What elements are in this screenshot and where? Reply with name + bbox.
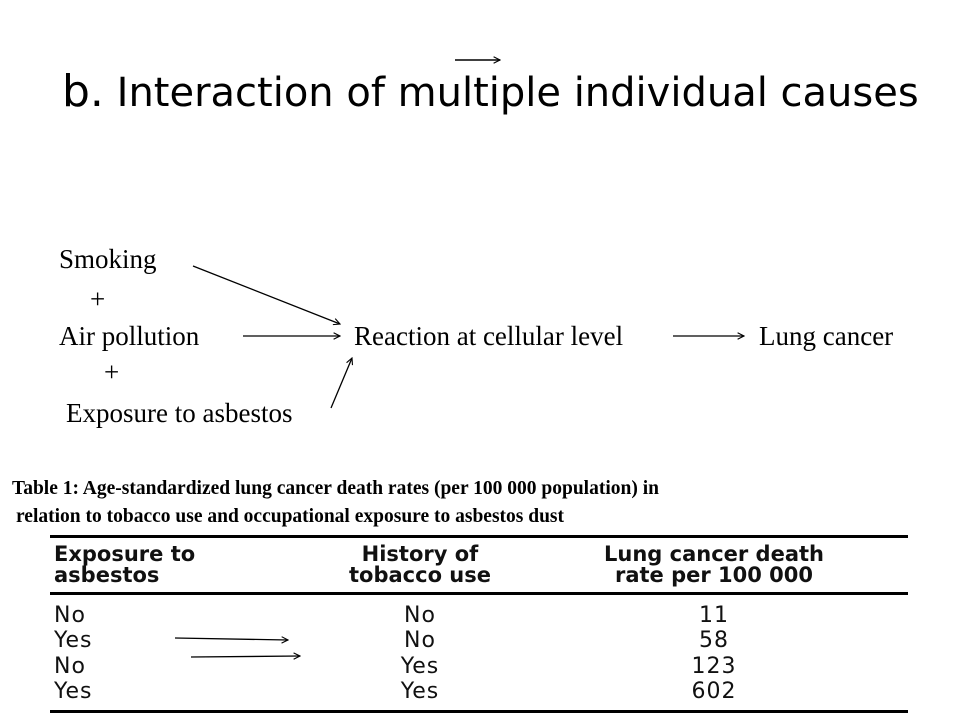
table-caption-line2: relation to tobacco use and occupational exposure to asbestos dust (16, 506, 565, 527)
header-tobacco-history (320, 537, 520, 594)
factor-smoking: Smoking (59, 244, 157, 274)
cell-tobacco: Yes (320, 679, 520, 712)
arrow-smoking-to-reaction (193, 266, 340, 324)
cell-rate: 123 (691, 653, 737, 679)
plus-sign: + (90, 284, 106, 314)
outcome-node: Lung cancer (759, 321, 894, 351)
plus-sign: + (104, 357, 120, 387)
cell-asbestos: Yes (54, 628, 93, 654)
cell-tobacco: Yes (400, 653, 440, 679)
factor-air-pollution: Air pollution (59, 321, 200, 351)
cell-rate: 11 (699, 603, 729, 629)
header-line: History of (361, 542, 479, 566)
reaction-node: Reaction at cellular level (354, 321, 624, 351)
header-line: Lung cancer death (604, 542, 824, 566)
cell-tobacco: No (404, 603, 436, 629)
header-line: rate per 100 000 (614, 563, 814, 587)
cell-rate: 602 (520, 679, 908, 712)
factor-asbestos: Exposure to asbestos (66, 398, 293, 428)
header-death-rate (520, 537, 908, 594)
arrow-asbestos-to-reaction (331, 358, 352, 408)
cell-tobacco: No (404, 628, 436, 654)
cell-asbestos: No (54, 603, 86, 629)
header-exposure-asbestos (50, 537, 320, 594)
table-row (50, 628, 908, 653)
table-caption-line1: Table 1: Age-standardized lung cancer death rates (per 100 000 population) in (12, 478, 659, 499)
table-row (50, 594, 908, 629)
table-header-row (50, 537, 908, 594)
table-row (50, 679, 908, 712)
header-line: Exposure to (54, 542, 196, 566)
title-prefix: b. (62, 66, 104, 117)
cell-rate: 58 (699, 628, 729, 654)
title-text: Interaction of multiple individual causes (116, 70, 919, 116)
table-row (50, 653, 908, 678)
header-line: asbestos (54, 563, 160, 587)
data-table (50, 535, 908, 713)
header-line: tobacco use (349, 563, 491, 587)
cell-asbestos: No (54, 653, 86, 679)
cell-asbestos: Yes (50, 679, 320, 712)
